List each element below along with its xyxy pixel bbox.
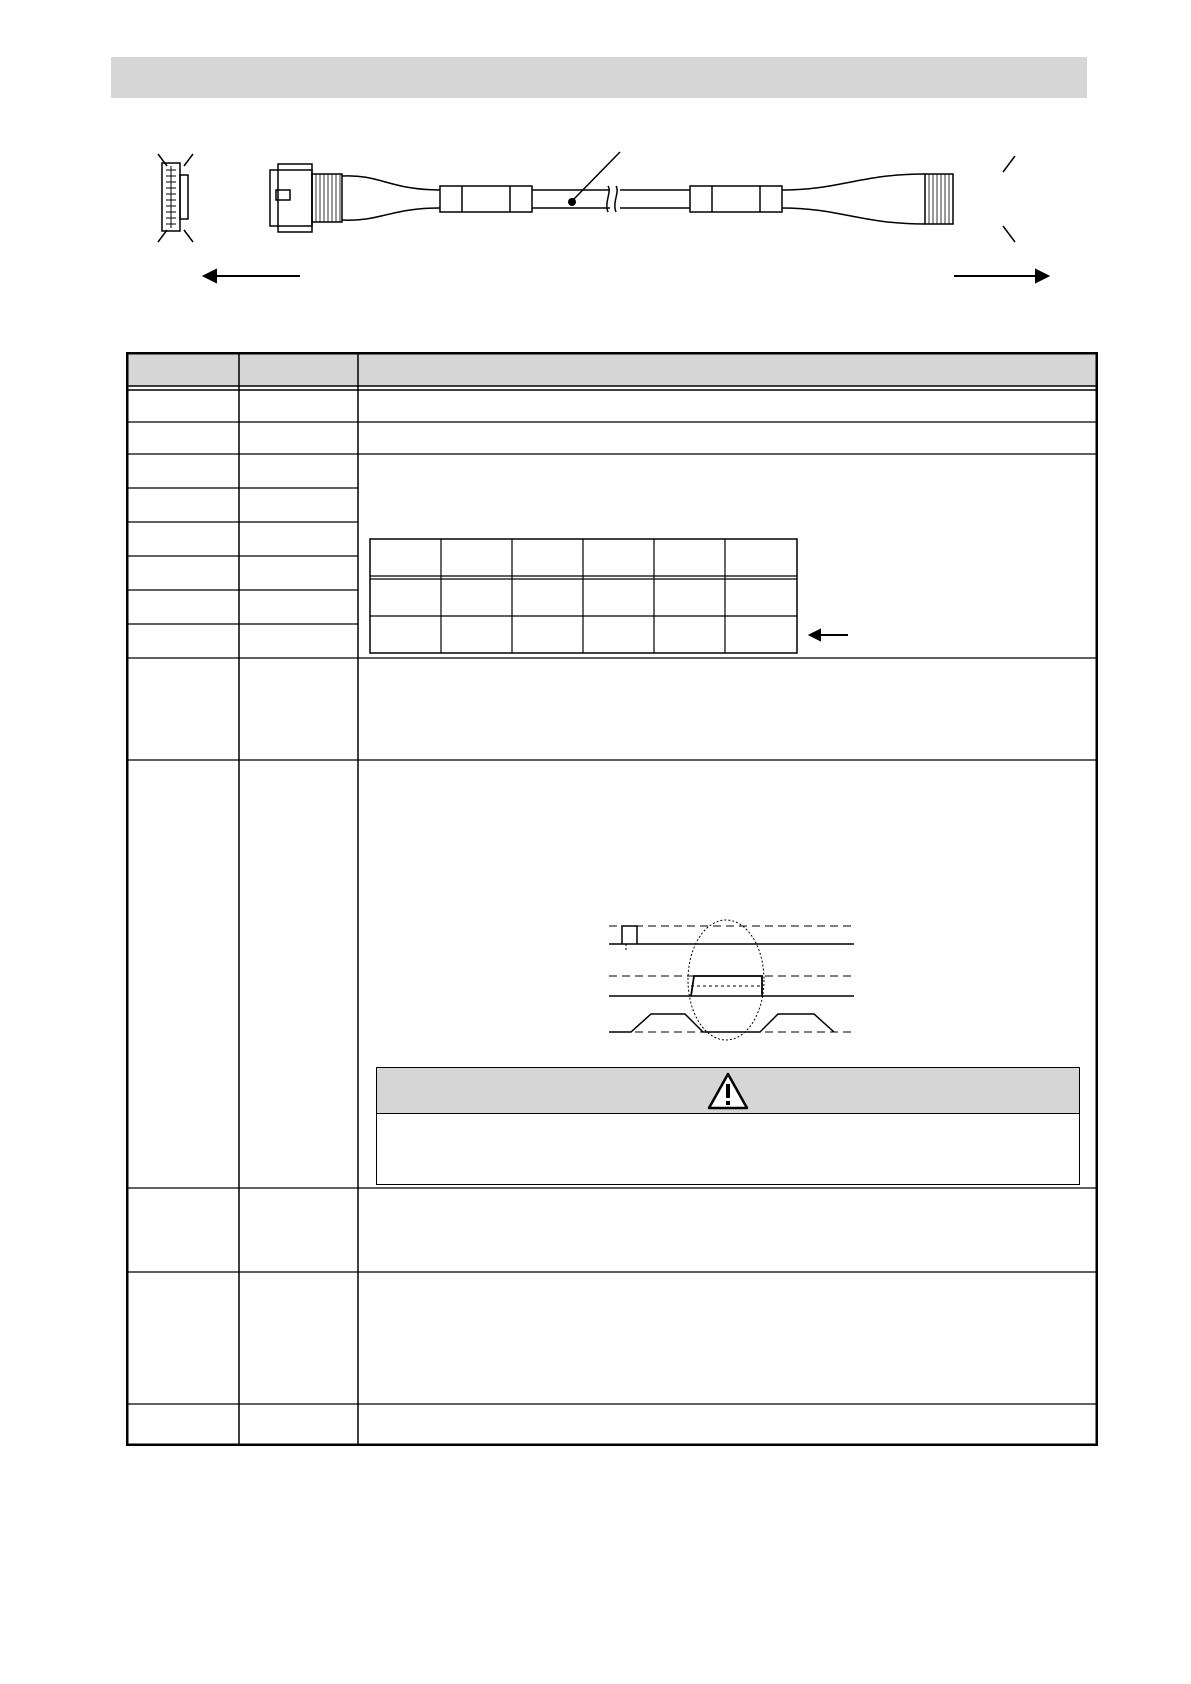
arrow-left-icon — [810, 630, 848, 640]
table-header-col2 — [243, 356, 354, 384]
cable-point-marker — [568, 198, 576, 206]
caution-text — [377, 1114, 1079, 1186]
warning-triangle-icon — [706, 1071, 750, 1111]
cable-body — [270, 152, 1015, 242]
timing-diagram — [609, 920, 854, 1040]
caution-box — [376, 1067, 1080, 1185]
arrow-right-icon — [954, 270, 1048, 282]
section-header-bar — [111, 57, 1087, 98]
table-header-col3 — [362, 356, 1092, 384]
connector-front-view — [158, 154, 193, 242]
spec-table — [126, 352, 1098, 1446]
spec-table-grid — [126, 352, 1098, 1446]
cable-diagram — [0, 130, 1191, 300]
table-header-col1 — [130, 356, 235, 384]
arrow-left-icon — [204, 270, 300, 282]
inner-value-table — [370, 539, 797, 653]
caution-header — [377, 1068, 1079, 1114]
